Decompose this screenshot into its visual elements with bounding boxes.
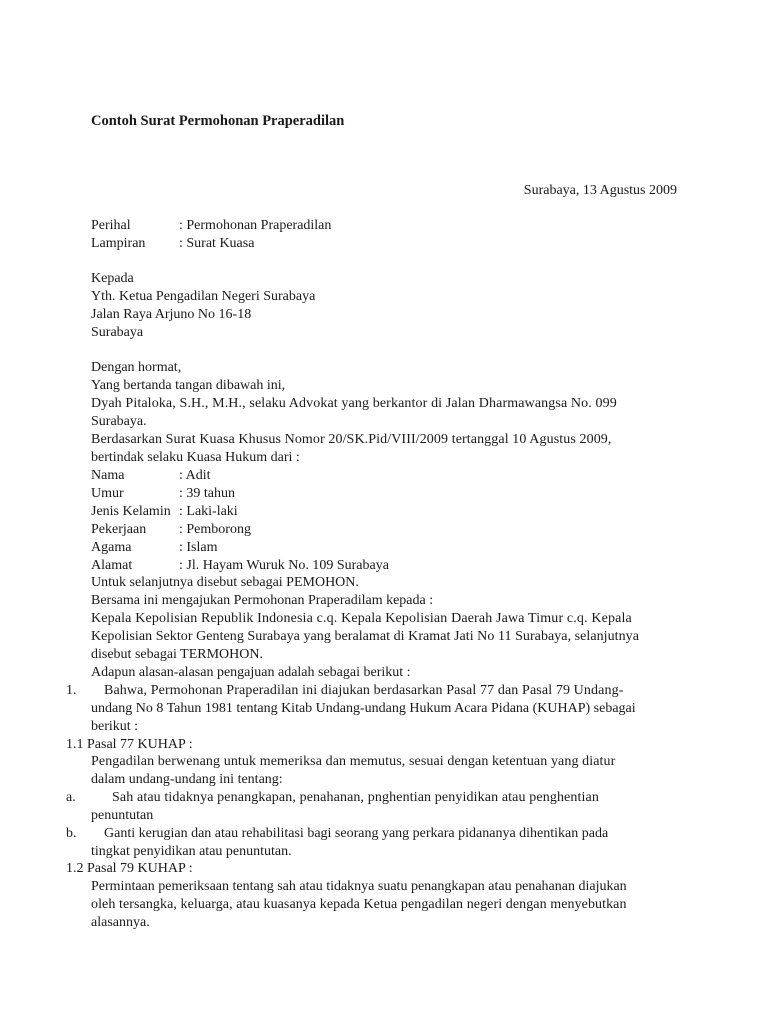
recipient-line-2: Jalan Raya Arjuno No 16-18 bbox=[91, 307, 252, 322]
list-letter-a: a. bbox=[66, 790, 76, 805]
lampiran-value: : Surat Kuasa bbox=[179, 236, 255, 251]
termohon-line-2: Kepolisian Sektor Genteng Surabaya yang beralamat di Kramat Jati No 11 Surabaya, selanjutnya bbox=[91, 629, 639, 644]
umur-value: : 39 tahun bbox=[179, 486, 235, 501]
lampiran-label: Lampiran bbox=[91, 236, 146, 251]
alamat-label: Alamat bbox=[91, 558, 133, 573]
kuasa-line-1: Berdasarkan Surat Kuasa Khusus Nomor 20/SK.Pid/VIII/2009 tertanggal 10 Agustus 2009, bbox=[91, 432, 612, 447]
advokat-line-2: Surabaya. bbox=[91, 414, 147, 429]
greeting: Dengan hormat, bbox=[91, 360, 182, 375]
termohon-line-3: disebut sebagai TERMOHON. bbox=[91, 647, 263, 662]
list-letter-b: b. bbox=[66, 826, 77, 841]
section-1-1-heading: 1.1 Pasal 77 KUHAP : bbox=[66, 737, 193, 752]
nama-label: Nama bbox=[91, 468, 125, 483]
jenis-kelamin-value: : Laki-laki bbox=[179, 504, 238, 519]
umur-label: Umur bbox=[91, 486, 124, 501]
section-1-2-line-3: alasannya. bbox=[91, 915, 150, 930]
item-b-line-1: Ganti kerugian dan atau rehabilitasi bagi seorang yang perkara pidananya dihentikan pada bbox=[104, 826, 609, 841]
item-a-line-2: penuntutan bbox=[91, 808, 154, 823]
termohon-line-1: Kepala Kepolisian Republik Indonesia c.q. Kepala Kepolisian Daerah Jawa Timur c.q. Kepala bbox=[91, 611, 632, 626]
place-date: Surabaya, 13 Agustus 2009 bbox=[523, 183, 677, 198]
section-1-2-heading: 1.2 Pasal 79 KUHAP : bbox=[66, 861, 193, 876]
jenis-kelamin-label: Jenis Kelamin bbox=[91, 504, 171, 519]
kuasa-line-2: bertindak selaku Kuasa Hukum dari : bbox=[91, 450, 300, 465]
recipient-kepada: Kepada bbox=[91, 271, 134, 286]
document-title: Contoh Surat Permohonan Praperadilan bbox=[91, 113, 345, 129]
agama-label: Agama bbox=[91, 540, 132, 555]
agama-value: : Islam bbox=[179, 540, 218, 555]
item-a-line-1: Sah atau tidaknya penangkapan, penahanan, pnghentian penyidikan atau penghentian bbox=[112, 790, 599, 805]
advokat-line-1: Dyah Pitaloka, S.H., M.H., selaku Advokat yang berkantor di Jalan Dharmawangsa No. 099 bbox=[91, 396, 617, 411]
alasan-line: Adapun alasan-alasan pengajuan adalah sebagai berikut : bbox=[91, 665, 411, 680]
pekerjaan-value: : Pemborong bbox=[179, 522, 251, 537]
list-number-1: 1. bbox=[66, 683, 77, 698]
section-1-1-line-1: Pengadilan berwenang untuk memeriksa dan memutus, sesuai dengan ketentuan yang diatur bbox=[91, 754, 616, 769]
intro-line: Yang bertanda tangan dibawah ini, bbox=[91, 378, 286, 393]
perihal-value: : Permohonan Praperadilan bbox=[179, 218, 332, 233]
section-1-2-line-1: Permintaan pemeriksaan tentang sah atau tidaknya suatu penangkapan atau penahanan diajukan bbox=[91, 879, 627, 894]
pemohon-line: Untuk selanjutnya disebut sebagai PEMOHON. bbox=[91, 575, 359, 590]
pekerjaan-label: Pekerjaan bbox=[91, 522, 147, 537]
item-b-line-2: tingkat penyidikan atau penuntutan. bbox=[91, 844, 292, 859]
bersama-line: Bersama ini mengajukan Permohonan Praperadilam kepada : bbox=[91, 593, 434, 608]
nama-value: : Adit bbox=[179, 468, 211, 483]
section-1-2-line-2: oleh tersangka, keluarga, atau kuasanya kepada Ketua pengadilan negeri dengan menyebutkan bbox=[91, 897, 627, 912]
alamat-value: : Jl. Hayam Wuruk No. 109 Surabaya bbox=[179, 558, 389, 573]
item1-line-3: berikut : bbox=[91, 719, 139, 734]
recipient-line-3: Surabaya bbox=[91, 325, 144, 340]
item1-line-2: undang No 8 Tahun 1981 tentang Kitab Undang-undang Hukum Acara Pidana (KUHAP) sebagai bbox=[91, 701, 636, 716]
perihal-label: Perihal bbox=[91, 218, 131, 233]
item1-line-1: Bahwa, Permohonan Praperadilan ini diajukan berdasarkan Pasal 77 dan Pasal 79 Undang- bbox=[104, 683, 624, 698]
section-1-1-line-2: dalam undang-undang ini tentang: bbox=[91, 772, 283, 787]
recipient-line-1: Yth. Ketua Pengadilan Negeri Surabaya bbox=[91, 289, 316, 304]
